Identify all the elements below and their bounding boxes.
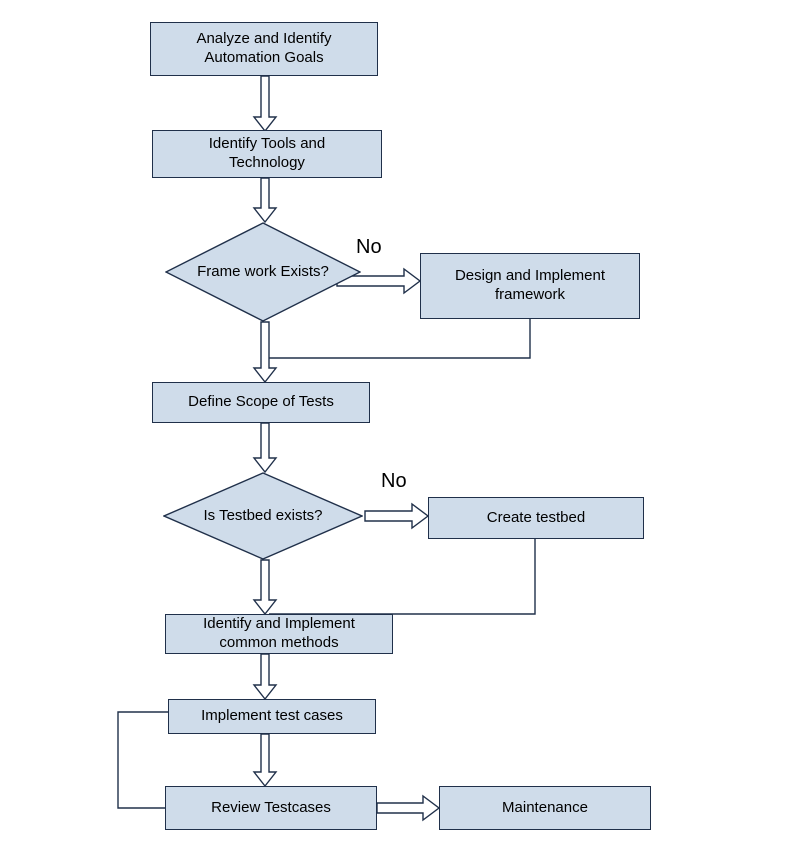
node-text-line2: common methods <box>219 634 339 651</box>
node-text-line2: framework <box>494 286 565 303</box>
diamond-label <box>165 222 361 322</box>
edge-tools-to-framework-question <box>254 178 276 222</box>
node-text-line1: Identify Tools and <box>208 135 326 153</box>
node-text-line2: Technology <box>229 154 305 171</box>
node-text-line2: Testbed <box>219 507 272 524</box>
node-create-testbed[interactable] <box>428 497 644 539</box>
edge-design-to-scope <box>269 319 530 358</box>
node-analyze-and-identify-automation-goals[interactable] <box>150 22 378 76</box>
node-text-line1: Define Scope of Tests <box>188 393 334 411</box>
edge-testbed-no-to-create <box>365 504 428 528</box>
node-text-line1: Review Testcases <box>211 798 331 816</box>
edge-framework-to-scope <box>254 322 276 382</box>
edge-label-framework-no: No <box>356 236 382 258</box>
edge-scope-to-testbed-question <box>254 423 276 472</box>
diamond-label <box>163 472 363 560</box>
node-design-and-implement-framework[interactable] <box>420 253 640 319</box>
node-define-scope-of-tests[interactable] <box>152 382 370 423</box>
node-implement-test-cases[interactable] <box>168 699 376 734</box>
node-text-line1: Maintenance <box>502 798 588 816</box>
node-text-line1: Identify and Implement <box>203 615 355 633</box>
node-text-line1: Is <box>203 507 216 524</box>
node-text-line2: work <box>244 263 277 280</box>
node-maintenance[interactable] <box>439 786 651 830</box>
node-review-testcases[interactable] <box>165 786 377 830</box>
node-text-line1: Design and Implement <box>454 267 606 285</box>
node-text-line1: Implement test cases <box>201 707 343 725</box>
edge-analyze-to-tools <box>254 76 276 131</box>
edge-implement-to-review <box>254 734 276 786</box>
node-text-line2: Automation Goals <box>204 49 324 66</box>
node-identify-tools-and-technology[interactable] <box>152 130 382 178</box>
edge-testbed-to-common <box>254 560 276 614</box>
edge-review-loop-back <box>118 712 168 808</box>
node-text-line1: Analyze and Identify <box>196 30 332 48</box>
edge-review-to-maintenance <box>377 796 439 820</box>
node-framework-exists-question[interactable] <box>165 222 361 322</box>
node-text-line1: Frame <box>197 263 241 280</box>
node-text-line1: Create testbed <box>486 508 586 526</box>
node-testbed-exists-question[interactable] <box>163 472 363 560</box>
node-identify-and-implement-common-methods[interactable] <box>165 614 393 654</box>
edge-label-testbed-no: No <box>381 470 407 492</box>
edge-common-to-implement <box>254 654 276 699</box>
node-text-line3: exists? <box>275 507 323 524</box>
node-text-line3: Exists? <box>280 263 329 280</box>
